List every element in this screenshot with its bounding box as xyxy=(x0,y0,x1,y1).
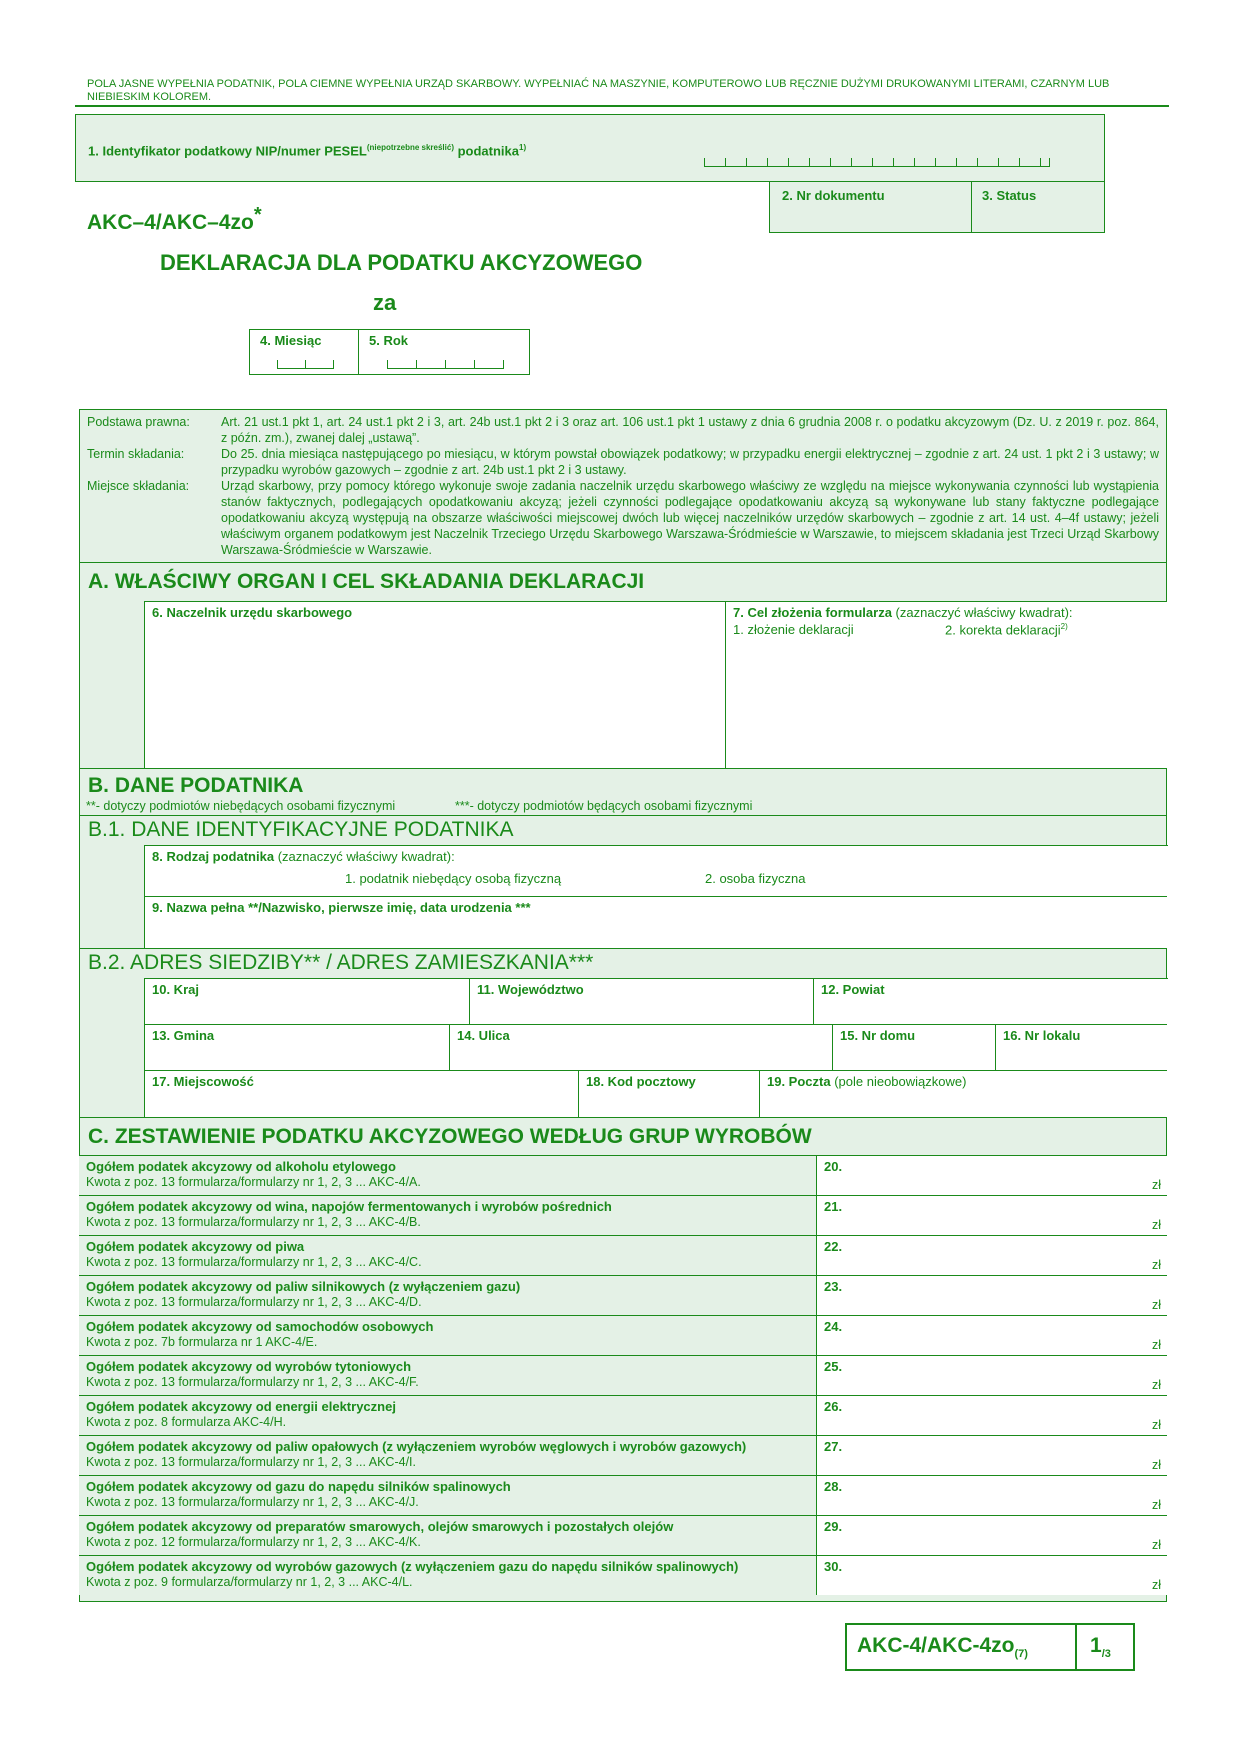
tax-summary-row xyxy=(79,1396,1167,1436)
top-rule xyxy=(75,105,1169,107)
section-a xyxy=(79,562,1167,769)
section-b xyxy=(79,768,1167,816)
tax-amount-field[interactable] xyxy=(817,1316,1167,1355)
nip-digit-ticks xyxy=(704,158,1050,167)
city-label: 17. Miejscowość xyxy=(152,1074,254,1089)
tax-summary-row-label-cell xyxy=(79,1556,817,1595)
purpose-option-correction-sup: 2) xyxy=(1060,622,1068,631)
month-ticks xyxy=(277,360,334,369)
tax-amount-field-number: 20. xyxy=(824,1159,843,1174)
post-office-field[interactable] xyxy=(760,1071,1167,1119)
nip-label: 1. Identyfikator podatkowy NIP/numer PESEL xyxy=(88,143,367,159)
tax-summary-row xyxy=(79,1236,1167,1276)
status-label: 3. Status xyxy=(982,188,1037,203)
country-field[interactable] xyxy=(145,979,470,1025)
tax-summary-row-label-cell xyxy=(79,1196,817,1235)
za-label: za xyxy=(373,290,397,315)
year-field[interactable] xyxy=(358,329,530,375)
tax-amount-field[interactable] xyxy=(817,1516,1167,1555)
tax-summary-row-title: Ogółem podatek akcyzowy od paliw opałowych (z wyłączeniem wyrobów węglowych i wyrobów gazowych) xyxy=(86,1439,747,1454)
page-title: DEKLARACJA DLA PODATKU AKCYZOWEGO xyxy=(160,250,643,275)
top-note xyxy=(87,78,1167,104)
nip-label-sup: (niepotrzebne skreślić) xyxy=(366,143,454,152)
taxpayer-type-option-person[interactable]: 2. osoba fizyczna xyxy=(705,871,806,886)
tax-amount-field[interactable] xyxy=(817,1276,1167,1315)
tax-amount-field[interactable] xyxy=(817,1236,1167,1275)
footer-page-box xyxy=(1075,1623,1135,1671)
section-b1 xyxy=(79,815,1167,949)
city-field[interactable] xyxy=(145,1071,579,1119)
deadline-text: Do 25. dnia miesiąca następującego po miesiącu, w którym powstał obowiązek podatkowy; w przypadku energii elektrycznej – zgodnie z art. 24 ust. 1 pkt 2 i 3 ustawy; w przypadku wyrobów gazowych – zgodnie z art. 24b ust.1 pkt 2 i 3 ustawy. xyxy=(221,447,1159,477)
country-label: 10. Kraj xyxy=(152,982,199,997)
post-office-label: 19. Poczta xyxy=(767,1074,831,1089)
tax-summary-row-label-cell xyxy=(79,1236,817,1275)
tax-amount-field-number: 23. xyxy=(824,1279,843,1294)
section-a-title: A. WŁAŚCIWY ORGAN I CEL SKŁADANIA DEKLARACJI xyxy=(88,570,645,593)
tax-summary-row-source: Kwota z poz. 13 formularza/formularzy nr 1, 2, 3 ... AKC-4/B. xyxy=(86,1215,421,1229)
tax-summary-row-title: Ogółem podatek akcyzowy od alkoholu etylowego xyxy=(86,1159,396,1174)
footer-page-number: 1 xyxy=(1090,1634,1102,1657)
currency-label: zł xyxy=(1151,1218,1161,1232)
tax-office-field[interactable] xyxy=(145,602,726,769)
municipality-field[interactable] xyxy=(145,1025,450,1071)
purpose-field[interactable] xyxy=(726,602,1166,769)
tax-summary-row xyxy=(79,1276,1167,1316)
currency-label: zł xyxy=(1151,1498,1161,1512)
place-label: Miejsce składania: xyxy=(87,479,190,493)
tax-summary-row-title: Ogółem podatek akcyzowy od piwa xyxy=(86,1239,305,1254)
county-label: 12. Powiat xyxy=(821,982,885,997)
tax-amount-field[interactable] xyxy=(817,1476,1167,1515)
municipality-label: 13. Gmina xyxy=(152,1028,215,1043)
legal-basis-text: Art. 21 ust.1 pkt 1, art. 24 ust.1 pkt 2 i 3, art. 24b ust.1 pkt 2 i 3 oraz art. 106 ust.1 pkt 1 ustawy z dnia 6 grudnia 2008 r. o podatku akcyzowym (Dz. U. z 2019 r. poz. 864, z późn. zm.), zwanej dalej „ustawą”. xyxy=(221,415,1159,445)
tax-summary-row-title: Ogółem podatek akcyzowy od samochodów osobowych xyxy=(86,1319,434,1334)
purpose-option-correction-label: 2. korekta deklaracji xyxy=(945,622,1061,638)
tax-summary-row-label-cell xyxy=(79,1436,817,1475)
voivodeship-field[interactable] xyxy=(470,979,814,1025)
tax-summary-row-label-cell xyxy=(79,1516,817,1555)
currency-label: zł xyxy=(1151,1258,1161,1272)
taxpayer-type-label: 8. Rodzaj podatnika xyxy=(152,849,275,864)
tax-summary-row-label-cell xyxy=(79,1356,817,1395)
taxpayer-type-option-entity[interactable]: 1. podatnik niebędący osobą fizyczną xyxy=(345,871,562,886)
tax-summary-row-label-cell xyxy=(79,1476,817,1515)
tax-summary-row-label-cell xyxy=(79,1156,817,1195)
year-ticks xyxy=(387,360,504,369)
document-number-label: 2. Nr dokumentu xyxy=(782,188,885,203)
footer-form-code: AKC-4/AKC-4zo xyxy=(857,1634,1015,1657)
tax-amount-field[interactable] xyxy=(817,1196,1167,1235)
post-office-note: (pole nieobowiązkowe) xyxy=(830,1074,967,1089)
full-name-field[interactable] xyxy=(145,897,1167,950)
county-field[interactable] xyxy=(814,979,1167,1025)
nip-pesel-field[interactable] xyxy=(75,114,1105,182)
nip-label-b: podatnika xyxy=(453,143,519,159)
taxpayer-type-field[interactable] xyxy=(145,846,1167,897)
month-label: 4. Miesiąc xyxy=(260,333,322,348)
month-field[interactable] xyxy=(249,329,359,375)
year-label: 5. Rok xyxy=(369,333,409,348)
tax-summary-row-source: Kwota z poz. 13 formularza/formularzy nr 1, 2, 3 ... AKC-4/D. xyxy=(86,1295,422,1309)
tax-summary-row-label-cell xyxy=(79,1276,817,1315)
legal-basis-block xyxy=(79,409,1167,562)
tax-summary-row-title: Ogółem podatek akcyzowy od preparatów smarowych, olejów smarowych i pozostałych olejów xyxy=(86,1519,674,1534)
tax-amount-field-number: 28. xyxy=(824,1479,843,1494)
tax-summary-row-label-cell xyxy=(79,1396,817,1435)
tax-amount-field[interactable] xyxy=(817,1356,1167,1395)
form-code xyxy=(87,204,262,235)
tax-amount-field-number: 26. xyxy=(824,1399,843,1414)
footer-form-version: (7) xyxy=(1014,1648,1028,1661)
nip-label-sup2: 1) xyxy=(519,143,527,152)
tax-summary-row-source: Kwota z poz. 13 formularza/formularzy nr 1, 2, 3 ... AKC-4/F. xyxy=(86,1375,419,1389)
purpose-option-correction[interactable] xyxy=(945,622,1068,637)
tax-amount-field[interactable] xyxy=(817,1556,1167,1595)
tax-amount-field[interactable] xyxy=(817,1156,1167,1195)
purpose-note: (zaznaczyć właściwy kwadrat): xyxy=(891,605,1073,620)
tax-summary-row-title: Ogółem podatek akcyzowy od energii elektrycznej xyxy=(86,1399,396,1414)
currency-label: zł xyxy=(1151,1298,1161,1312)
tax-summary-row xyxy=(79,1476,1167,1516)
currency-label: zł xyxy=(1151,1178,1161,1192)
form-code-star: * xyxy=(253,204,262,226)
street-field[interactable] xyxy=(450,1025,833,1071)
status-field[interactable] xyxy=(971,181,1105,233)
tax-amount-field-number: 24. xyxy=(824,1319,843,1334)
currency-label: zł xyxy=(1151,1418,1161,1432)
currency-label: zł xyxy=(1151,1578,1161,1592)
tax-office-label: 6. Naczelnik urzędu skarbowego xyxy=(152,605,353,620)
tax-summary-row-source: Kwota z poz. 12 formularza/formularzy nr 1, 2, 3 ... AKC-4/K. xyxy=(86,1535,421,1549)
tax-summary-row-source: Kwota z poz. 13 formularza/formularzy nr 1, 2, 3 ... AKC-4/I. xyxy=(86,1455,416,1469)
section-b2 xyxy=(79,948,1167,1118)
purpose-option-submit[interactable]: 1. złożenie deklaracji xyxy=(733,622,854,637)
apartment-number-field[interactable] xyxy=(996,1025,1167,1071)
tax-summary-row xyxy=(79,1356,1167,1396)
house-number-label: 15. Nr domu xyxy=(840,1028,916,1043)
section-b-title: B. DANE PODATNIKA xyxy=(88,774,304,797)
currency-label: zł xyxy=(1151,1538,1161,1552)
currency-label: zł xyxy=(1151,1378,1161,1392)
section-b-note-1: **- dotyczy podmiotów niebędących osobami fizycznymi xyxy=(86,799,396,813)
apartment-number-label: 16. Nr lokalu xyxy=(1003,1028,1081,1043)
postal-code-field[interactable] xyxy=(579,1071,760,1119)
tax-amount-field-number: 21. xyxy=(824,1199,843,1214)
deadline-label: Termin składania: xyxy=(87,447,185,461)
tax-summary-row-title: Ogółem podatek akcyzowy od paliw silnikowych (z wyłączeniem gazu) xyxy=(86,1279,521,1294)
tax-summary-row-source: Kwota z poz. 13 formularza/formularzy nr 1, 2, 3 ... AKC-4/J. xyxy=(86,1495,419,1509)
tax-summary-row-title: Ogółem podatek akcyzowy od wyrobów gazowych (z wyłączeniem gazu do napędu silników spalinowych) xyxy=(86,1559,739,1574)
tax-summary-row xyxy=(79,1196,1167,1236)
footer-form-code-box xyxy=(845,1623,1077,1671)
tax-amount-field-number: 27. xyxy=(824,1439,843,1454)
tax-amount-field[interactable] xyxy=(817,1436,1167,1475)
document-number-field[interactable] xyxy=(769,181,972,233)
currency-label: zł xyxy=(1151,1338,1161,1352)
tax-summary-row-title: Ogółem podatek akcyzowy od wyrobów tytoniowych xyxy=(86,1359,412,1374)
tax-summary-row-source: Kwota z poz. 13 formularza/formularzy nr 1, 2, 3 ... AKC-4/C. xyxy=(86,1255,422,1269)
tax-summary-row-source: Kwota z poz. 8 formularza AKC-4/H. xyxy=(86,1415,287,1429)
top-note-text: POLA JASNE WYPEŁNIA PODATNIK, POLA CIEMNE WYPEŁNIA URZĄD SKARBOWY. WYPEŁNIAĆ NA MASZYNIE, KOMPUTEROWO LUB RĘCZNIE DUŻYMI DRUKOWANYMI LITERAMI, CZARNYM LUB NIEBIESKIM KOLOREM. xyxy=(87,78,1110,103)
currency-label: zł xyxy=(1151,1458,1161,1472)
purpose-label: 7. Cel złożenia formularza xyxy=(733,605,892,620)
section-b-note-2: ***- dotyczy podmiotów będących osobami fizycznymi xyxy=(455,799,753,813)
tax-amount-field[interactable] xyxy=(817,1396,1167,1435)
tax-summary-row-title: Ogółem podatek akcyzowy od gazu do napędu silników spalinowych xyxy=(86,1479,511,1494)
place-text: Urząd skarbowy, przy pomocy którego wykonuje swoje zadania naczelnik urzędu skarbowego właściwy ze względu na miejsce wykonywania czynności lub wystąpienia stanów faktycznych, podlegających opodatkowaniu akcyzą; jeżeli czynności podlegające opodatkowaniu akcyzą są wykonywane lub stany faktyczne podlegające opodatkowaniu akcyzą występują na obszarze właściwości miejscowej dwóch lub więcej naczelników urzędów skarbowych – zgodnie z art. 14 ust. 4–4f ustawy; jeżeli właściwym organem podatkowym jest Naczelnik Trzeciego Urzędu Skarbowego Warszawa-Śródmieście w Warszawie, to miejscem składania jest Trzeci Urząd Skarbowy Warszawa-Śródmieście w Warszawie. xyxy=(221,479,1159,557)
tax-summary-row xyxy=(79,1156,1167,1196)
house-number-field[interactable] xyxy=(833,1025,996,1071)
tax-summary-row xyxy=(79,1316,1167,1356)
section-b1-title: B.1. DANE IDENTYFIKACYJNE PODATNIKA xyxy=(88,818,514,841)
tax-summary-row xyxy=(79,1516,1167,1556)
voivodeship-label: 11. Województwo xyxy=(477,982,584,997)
full-name-label: 9. Nazwa pełna **/Nazwisko, pierwsze imię, data urodzenia *** xyxy=(152,900,531,915)
section-c-title: C. ZESTAWIENIE PODATKU AKCYZOWEGO WEDŁUG GRUP WYROBÓW xyxy=(88,1125,812,1148)
postal-code-label: 18. Kod pocztowy xyxy=(586,1074,696,1089)
tax-summary-row-source: Kwota z poz. 13 formularza/formularzy nr 1, 2, 3 ... AKC-4/A. xyxy=(86,1175,421,1189)
tax-summary-row xyxy=(79,1556,1167,1596)
tax-amount-field-number: 30. xyxy=(824,1559,843,1574)
street-label: 14. Ulica xyxy=(457,1028,510,1043)
tax-amount-field-number: 29. xyxy=(824,1519,843,1534)
tax-summary-row xyxy=(79,1436,1167,1476)
tax-summary-row-label-cell xyxy=(79,1316,817,1355)
taxpayer-type-note: (zaznaczyć właściwy kwadrat): xyxy=(274,849,455,864)
tax-summary-row-title: Ogółem podatek akcyzowy od wina, napojów fermentowanych i wyrobów pośrednich xyxy=(86,1199,612,1214)
tax-summary-row-source: Kwota z poz. 7b formularza nr 1 AKC-4/E. xyxy=(86,1335,318,1349)
footer-page-total: /3 xyxy=(1101,1648,1111,1661)
tax-amount-field-number: 22. xyxy=(824,1239,843,1254)
tax-amount-field-number: 25. xyxy=(824,1359,843,1374)
tax-summary-row-source: Kwota z poz. 9 formularza/formularzy nr 1, 2, 3 ... AKC-4/L. xyxy=(86,1575,413,1589)
legal-basis-label: Podstawa prawna: xyxy=(87,415,190,429)
section-b2-title: B.2. ADRES SIEDZIBY** / ADRES ZAMIESZKANIA*** xyxy=(88,951,594,974)
form-code-text: AKC–4/AKC–4zo xyxy=(87,211,254,234)
